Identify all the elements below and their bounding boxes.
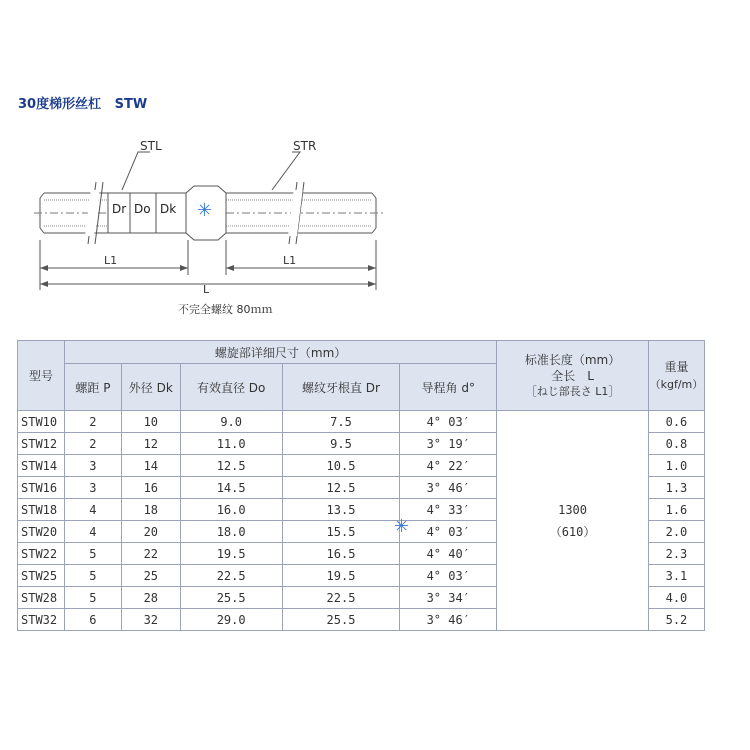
cell-outer-diameter: 18 [121, 499, 180, 521]
cell-lead-angle: 4° 03′ [400, 521, 497, 543]
label-dr: Dr [112, 202, 127, 216]
cell-model: STW12 [18, 433, 65, 455]
cell-model: STW10 [18, 411, 65, 433]
cell-outer-diameter: 28 [121, 587, 180, 609]
weight-header-line1: 重量 [664, 359, 689, 374]
cell-weight: 1.6 [648, 499, 704, 521]
header-outer-diameter: 外径 Dk [121, 364, 180, 411]
cell-effective-diameter: 16.0 [180, 499, 282, 521]
label-stl: STL [140, 139, 162, 153]
cell-lead-angle: 4° 40′ [400, 543, 497, 565]
cell-model: STW20 [18, 521, 65, 543]
cell-standard-length [497, 411, 649, 631]
cell-pitch: 6 [64, 609, 121, 631]
cell-model: STW25 [18, 565, 65, 587]
cell-model: STW22 [18, 543, 65, 565]
cell-model: STW16 [18, 477, 65, 499]
label-l1-right: L1 [283, 254, 297, 267]
cell-lead-angle: 4° 03′ [400, 411, 497, 433]
cell-model: STW14 [18, 455, 65, 477]
cell-effective-diameter: 25.5 [180, 587, 282, 609]
label-str: STR [293, 139, 317, 153]
cell-effective-diameter: 14.5 [180, 477, 282, 499]
cell-pitch: 5 [64, 565, 121, 587]
cell-pitch: 5 [64, 587, 121, 609]
screw-drawing [0, 0, 750, 330]
header-pitch: 螺距 P [64, 364, 121, 411]
header-model: 型号 [18, 341, 65, 411]
cell-root-diameter: 7.5 [282, 411, 400, 433]
cell-pitch: 4 [64, 521, 121, 543]
cell-pitch: 5 [64, 543, 121, 565]
cell-lead-angle: 3° 34′ [400, 587, 497, 609]
cell-pitch: 4 [64, 499, 121, 521]
spec-table [17, 340, 705, 631]
header-lead-angle: 导程角 d° [400, 364, 497, 411]
cell-model: STW28 [18, 587, 65, 609]
cell-effective-diameter: 11.0 [180, 433, 282, 455]
cell-pitch: 3 [64, 477, 121, 499]
cell-root-diameter: 16.5 [282, 543, 400, 565]
cell-weight: 4.0 [648, 587, 704, 609]
cell-outer-diameter: 10 [121, 411, 180, 433]
cell-outer-diameter: 12 [121, 433, 180, 455]
cell-root-diameter: 22.5 [282, 587, 400, 609]
cell-outer-diameter: 14 [121, 455, 180, 477]
cell-model: STW32 [18, 609, 65, 631]
page-title: 30度梯形丝杠 STW [18, 97, 148, 112]
cell-weight: 1.0 [648, 455, 704, 477]
cell-pitch: 2 [64, 411, 121, 433]
cell-outer-diameter: 25 [121, 565, 180, 587]
label-l1-left: L1 [104, 254, 118, 267]
header-weight [648, 341, 704, 411]
cell-pitch: 2 [64, 433, 121, 455]
cell-weight: 2.3 [648, 543, 704, 565]
cell-lead-angle: 3° 46′ [400, 477, 497, 499]
cell-lead-angle: 4° 03′ [400, 565, 497, 587]
cell-lead-angle: 3° 19′ [400, 433, 497, 455]
std-header-line2: 全长 L [551, 368, 594, 383]
cell-lead-angle: 4° 33′ [400, 499, 497, 521]
snowflake-icon: ✳ [394, 516, 410, 537]
cell-weight: 1.3 [648, 477, 704, 499]
cell-pitch: 3 [64, 455, 121, 477]
cell-lead-angle: 4° 22′ [400, 455, 497, 477]
header-thread-group: 螺旋部详细尺寸（mm） [64, 341, 496, 364]
cell-effective-diameter: 19.5 [180, 543, 282, 565]
header-effective-diameter: 有效直径 Do [180, 364, 282, 411]
header-root-diameter: 螺纹牙根直 Dr [282, 364, 400, 411]
cell-root-diameter: 13.5 [282, 499, 400, 521]
std-thread-length-value: （610） [549, 524, 596, 539]
cell-outer-diameter: 22 [121, 543, 180, 565]
cell-root-diameter: 12.5 [282, 477, 400, 499]
label-l: L [203, 283, 210, 296]
cell-model: STW18 [18, 499, 65, 521]
cell-outer-diameter: 32 [121, 609, 180, 631]
header-standard-length [497, 341, 649, 411]
cell-weight: 0.6 [648, 411, 704, 433]
cell-root-diameter: 10.5 [282, 455, 400, 477]
cell-root-diameter: 9.5 [282, 433, 400, 455]
cell-root-diameter: 25.5 [282, 609, 400, 631]
weight-header-line2: （kgf/m） [649, 377, 704, 391]
cell-effective-diameter: 12.5 [180, 455, 282, 477]
label-do: Do [134, 202, 151, 216]
snowflake-icon: ✳ [197, 200, 213, 221]
cell-weight: 0.8 [648, 433, 704, 455]
cell-root-diameter: 19.5 [282, 565, 400, 587]
cell-effective-diameter: 22.5 [180, 565, 282, 587]
std-header-line3: ［ねじ部長さ L1］ [525, 384, 620, 398]
cell-root-diameter: 15.5 [282, 521, 400, 543]
cell-weight: 5.2 [648, 609, 704, 631]
label-dk: Dk [160, 202, 177, 216]
table-row [18, 411, 705, 433]
cell-effective-diameter: 18.0 [180, 521, 282, 543]
cell-effective-diameter: 29.0 [180, 609, 282, 631]
cell-outer-diameter: 16 [121, 477, 180, 499]
cell-weight: 2.0 [648, 521, 704, 543]
cell-lead-angle: 3° 46′ [400, 609, 497, 631]
std-length-value: 1300 [558, 502, 587, 517]
cell-effective-diameter: 9.0 [180, 411, 282, 433]
cell-weight: 3.1 [648, 565, 704, 587]
std-header-line1: 标准长度（mm） [524, 352, 621, 367]
incomplete-thread-note: 不完全螺纹 80ｍｍ [178, 303, 273, 316]
cell-outer-diameter: 20 [121, 521, 180, 543]
